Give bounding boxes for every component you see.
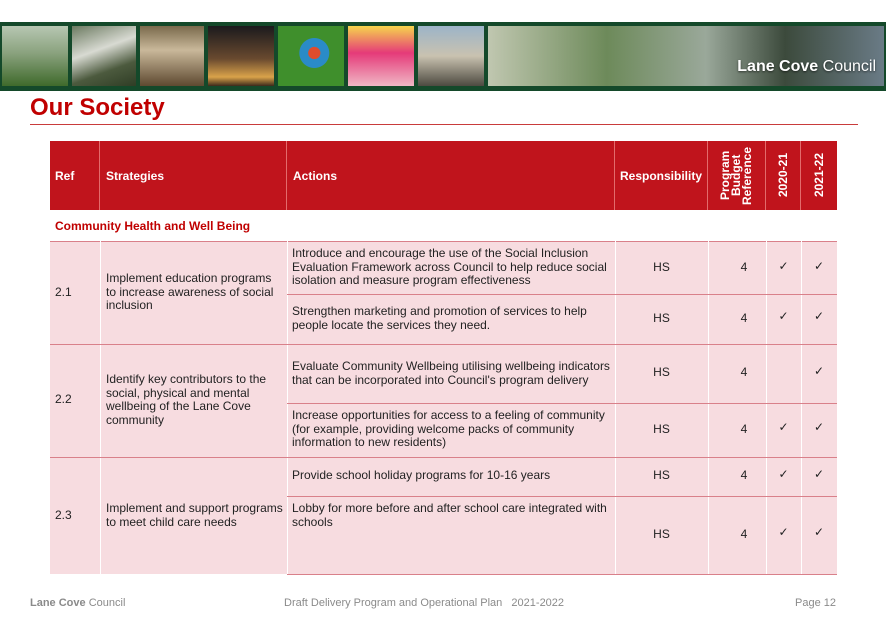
- header-program: [708, 141, 766, 210]
- col-divider: [766, 241, 767, 344]
- program-cell: 4: [740, 468, 748, 482]
- responsibility-cell: HS: [653, 260, 670, 274]
- action-cell: Provide school holiday programs for 10-16 years: [292, 468, 551, 482]
- row-divider: [287, 574, 837, 575]
- check-2020-21: ✓: [778, 259, 789, 273]
- col-divider: [708, 241, 709, 344]
- check-2020-21: ✓: [778, 467, 789, 481]
- brand-bold: Lane Cove: [737, 58, 819, 75]
- col-divider: [801, 241, 802, 344]
- row-divider: [287, 294, 837, 295]
- check-2020-21: ✓: [778, 420, 789, 434]
- col-divider: [100, 241, 101, 344]
- header-year2-label: 2021-22: [811, 153, 826, 198]
- action-cell: Introduce and encourage the use of the Social Inclusion Evaluation Framework across Council to help reduce social isolation and measure program effectiveness: [292, 246, 607, 287]
- ref-cell: 2.1: [55, 285, 72, 299]
- ref-cell: 2.3: [55, 508, 72, 522]
- header-year1-label: 2020-21: [775, 153, 790, 198]
- check-2021-22: ✓: [813, 309, 825, 323]
- check-2021-22: ✓: [813, 467, 825, 481]
- check-2020-21: ✓: [778, 309, 789, 323]
- page-title: Our Society: [30, 94, 165, 121]
- header-year2: [801, 141, 837, 210]
- footer-document-title: Draft Delivery Program and Operational Plan 2021-2022: [284, 597, 565, 609]
- col-divider: [766, 345, 767, 457]
- brand-light: Council: [818, 58, 876, 75]
- check-2021-22: ✓: [813, 420, 825, 434]
- check-2021-22: ✓: [813, 364, 825, 378]
- header-strategies: Strategies: [100, 141, 287, 210]
- row-divider: [287, 496, 837, 497]
- header-program-label: Program Budget Reference: [718, 146, 754, 205]
- section-heading: Community Health and Well Being: [55, 218, 251, 233]
- footer-org-bold: Lane Cove: [30, 597, 86, 609]
- col-divider: [801, 345, 802, 457]
- responsibility-cell: HS: [653, 468, 670, 482]
- col-divider: [615, 241, 616, 344]
- title-divider: [30, 124, 858, 125]
- brand-logo: [737, 58, 876, 76]
- program-cell: 4: [740, 260, 748, 274]
- header-year1: [766, 141, 801, 210]
- responsibility-cell: HS: [653, 527, 670, 541]
- table-header: [50, 141, 837, 210]
- col-divider: [100, 345, 101, 457]
- photo-strip: [2, 26, 884, 86]
- action-cell: Increase opportunities for access to a feeling of community (for example, providing welcome packs of community information to new residents): [292, 408, 605, 449]
- responsibility-cell: HS: [653, 311, 670, 325]
- col-divider: [708, 345, 709, 457]
- photo-building: [418, 26, 484, 86]
- col-divider: [287, 241, 288, 344]
- col-divider: [287, 345, 288, 457]
- program-cell: 4: [740, 527, 748, 541]
- responsibility-cell: HS: [653, 422, 670, 436]
- action-cell: Lobby for more before and after school care integrated with schools: [292, 501, 607, 529]
- program-cell: 4: [740, 365, 748, 379]
- row-divider: [287, 403, 837, 404]
- strategy-cell: Implement and support programs to meet child care needs: [106, 501, 283, 529]
- col-divider: [615, 345, 616, 457]
- photo-dancers: [140, 26, 204, 86]
- action-cell: Evaluate Community Wellbeing utilising wellbeing indicators that can be incorporated into Council's program delivery: [292, 359, 610, 387]
- col-divider: [100, 458, 101, 574]
- responsibility-cell: HS: [653, 365, 670, 379]
- photo-market: [208, 26, 274, 86]
- photo-park: [2, 26, 68, 86]
- photo-lorikeet: [278, 26, 344, 86]
- program-cell: 4: [740, 422, 748, 436]
- photo-waterfall: [72, 26, 136, 86]
- strategy-cell: Identify key contributors to the social, physical and mental wellbeing of the Lane Cove community: [106, 372, 267, 427]
- strategy-cell: Implement education programs to increase awareness of social inclusion: [106, 271, 274, 312]
- check-2021-22: ✓: [813, 525, 825, 539]
- header-ref: Ref: [50, 141, 100, 210]
- ref-cell: 2.2: [55, 392, 72, 406]
- header-banner: [0, 22, 886, 91]
- check-2020-21: ✓: [778, 525, 789, 539]
- col-divider: [287, 458, 288, 574]
- footer-org-light: Council: [85, 597, 126, 609]
- program-cell: 4: [740, 311, 748, 325]
- footer-organisation: [30, 597, 125, 609]
- photo-plaza: [488, 26, 884, 86]
- action-cell: Strengthen marketing and promotion of services to help people locate the services they need.: [292, 304, 587, 332]
- check-2021-22: ✓: [813, 259, 825, 273]
- header-responsibility: Responsibility: [615, 141, 708, 210]
- footer-page-number: Page 12: [795, 597, 836, 609]
- photo-performer: [348, 26, 414, 86]
- header-actions: Actions: [287, 141, 615, 210]
